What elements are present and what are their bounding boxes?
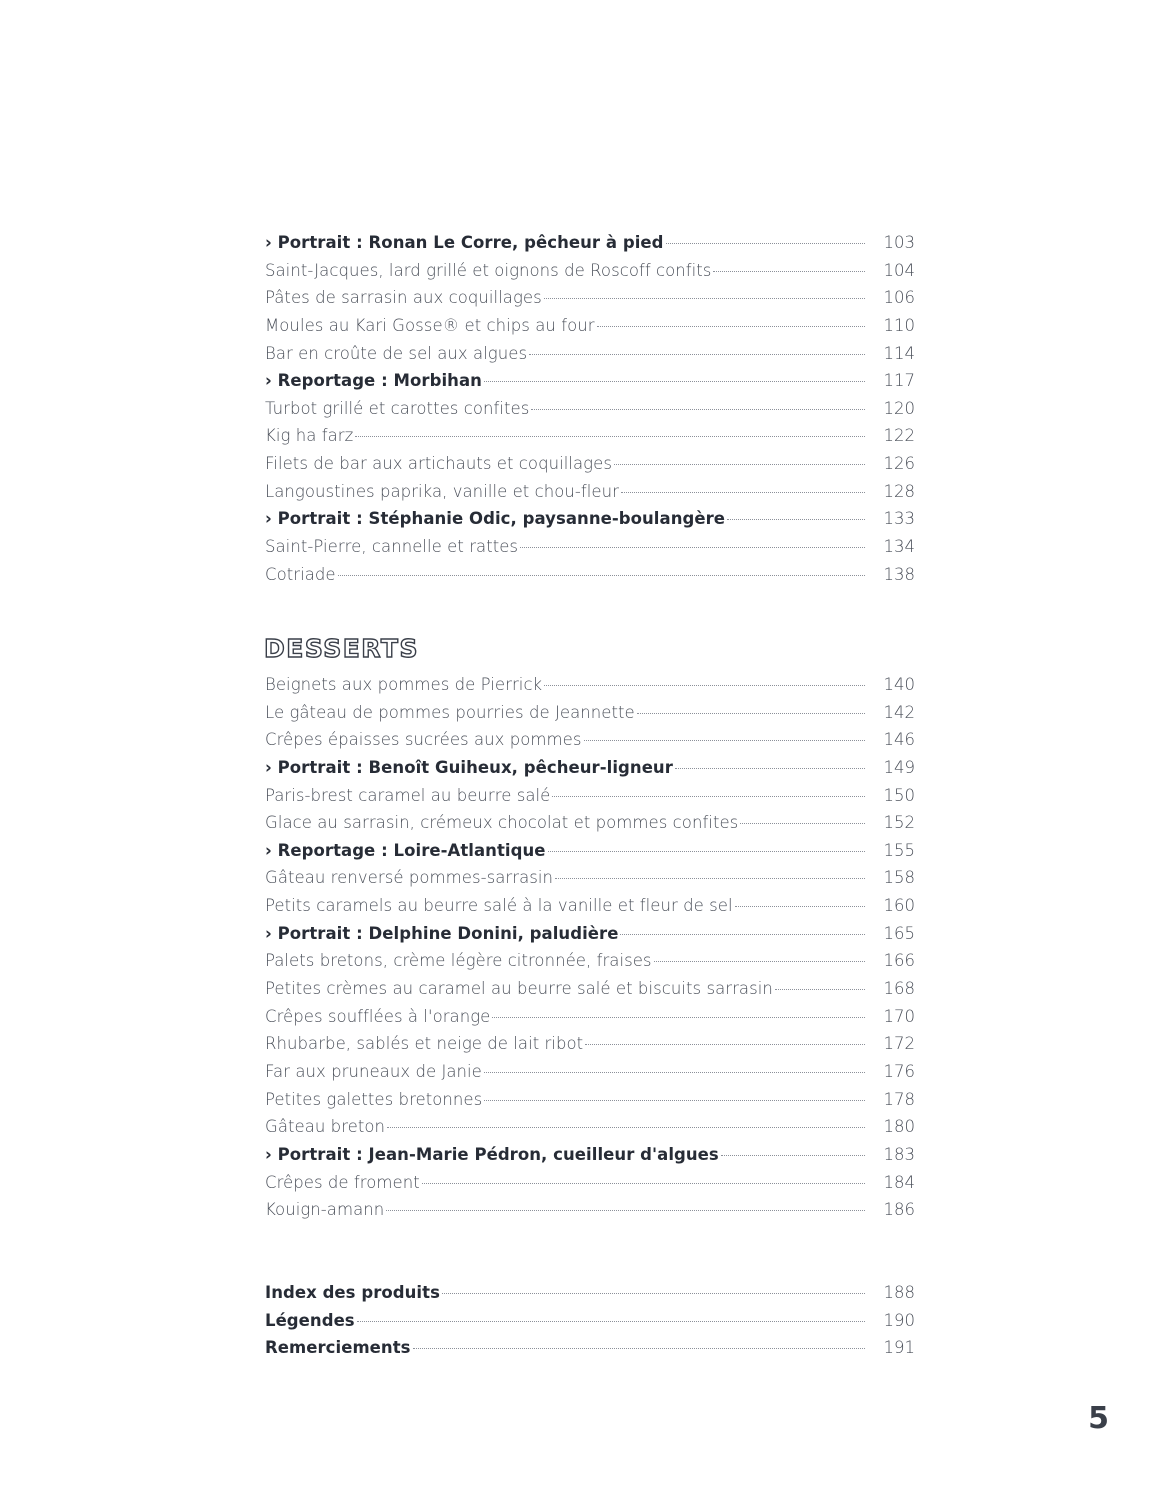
dot-leader [621,492,865,493]
dot-leader [357,1321,865,1322]
toc-entry[interactable] [265,257,915,285]
dot-leader [548,851,865,852]
toc-entry-page: 170 [883,1006,915,1026]
dot-leader [529,354,865,355]
page-number: 5 [1088,1401,1109,1436]
toc-entry-title: Remerciements [265,1338,411,1358]
toc-entry[interactable] [265,340,915,368]
dot-leader [620,934,865,935]
toc-entry-title: Glace au sarrasin, crémeux chocolat et pommes confites [265,813,739,833]
toc-entry-page: 120 [883,398,915,418]
toc-entry[interactable] [265,920,915,948]
toc-entry-page: 140 [883,675,915,694]
toc-entry[interactable] [265,367,915,395]
toc-entry[interactable] [265,837,915,865]
dot-leader [740,823,865,824]
toc-entry-page: 166 [883,951,915,971]
toc-entry-page: 188 [883,1283,915,1302]
toc-entry-page: 114 [883,343,915,363]
dot-leader [654,961,865,962]
dot-leader [727,519,865,520]
toc-entry-title: Gâteau renversé pommes-sarrasin [265,868,554,888]
toc-entry-page: 176 [883,1061,915,1081]
toc-entry[interactable] [265,754,915,782]
toc-entry-page: 172 [883,1034,915,1054]
toc-entry-page: 103 [883,233,915,252]
toc-entry-page: 133 [883,509,915,529]
toc-entry[interactable] [265,809,915,837]
toc-entry[interactable] [265,892,915,920]
toc-entry-page: 128 [883,481,915,501]
toc-entry-page: 190 [883,1310,915,1330]
toc-entry[interactable] [265,975,915,1003]
toc-entry-title: Langoustines paprika, vanille et chou-fleur [265,481,619,501]
dot-leader [713,271,865,272]
toc-entry-title: Palets bretons, crème légère citronnée, fraises [265,951,652,971]
section-heading-desserts: DESSERTS [264,634,419,663]
toc-entry-title: Paris-brest caramel au beurre salé [265,785,551,805]
toc-entry-title: › Portrait : Benoît Guiheux, pêcheur-ligneur [265,757,673,777]
toc-entry[interactable] [265,864,915,892]
toc-entry-title: Gâteau breton [265,1117,386,1137]
toc-entry-page: 158 [883,868,915,888]
dot-leader [355,436,865,437]
toc-entry[interactable] [265,422,915,450]
toc-entry-page: 178 [883,1089,915,1109]
toc-entry-page: 168 [883,979,915,999]
dot-leader [484,381,865,382]
dot-leader [442,1293,865,1294]
toc-entry-page: 138 [883,564,915,584]
toc-entry[interactable] [265,1030,915,1058]
toc-entry-title: Far aux pruneaux de Janie [265,1061,482,1081]
toc-entry[interactable] [265,1279,915,1307]
dot-leader [597,326,865,327]
toc-entry[interactable] [265,947,915,975]
toc-entry-page: 160 [883,896,915,916]
dot-leader [675,768,865,769]
toc-entry-title: Bar en croûte de sel aux algues [265,343,528,363]
toc-entry-page: 180 [883,1117,915,1137]
toc-entry-page: 191 [883,1338,915,1358]
dot-leader [614,464,865,465]
toc-entry[interactable] [265,782,915,810]
toc-entry-title: Petites crèmes au caramel au beurre salé et biscuits sarrasin [265,979,773,999]
dot-leader [484,1072,865,1073]
toc-entry-page: 149 [883,757,915,777]
toc-entry-title: Kouign-amann [265,1200,385,1220]
toc-entry-title: Kig ha farz [265,426,354,446]
toc-entry-page: 184 [883,1172,915,1192]
dot-leader [338,575,865,576]
toc-entry-page: 134 [883,537,915,557]
dot-leader [584,740,866,741]
toc-entry-page: 110 [883,315,915,335]
toc-entry[interactable] [265,1141,915,1169]
dot-leader [531,409,865,410]
toc-entry-title: Petits caramels au beurre salé à la vanille et fleur de sel [265,896,733,916]
toc-entry[interactable] [265,1169,915,1197]
dot-leader [555,878,865,879]
dot-leader [544,685,865,686]
toc-entry-title: › Reportage : Morbihan [265,371,482,391]
toc-entry[interactable] [265,671,915,699]
toc-entry-title: Crêpes de froment [265,1172,420,1192]
dot-leader [484,1100,865,1101]
dot-leader [552,796,865,797]
toc-entry-title: Cotriade [265,564,336,584]
toc-entry[interactable] [265,450,915,478]
toc-entry-page: 142 [883,702,915,722]
dot-leader [637,713,865,714]
toc-entry[interactable] [265,561,915,589]
toc-entry-title: Rhubarbe, sablés et neige de lait ribot [265,1034,584,1054]
toc-entry[interactable] [265,229,915,257]
toc-entry[interactable] [265,1334,915,1362]
toc-entry-page: 186 [883,1200,915,1220]
dot-leader [544,298,865,299]
toc-entry[interactable] [265,1196,915,1224]
dot-leader [422,1183,865,1184]
toc-entry-title: › Portrait : Ronan Le Corre, pêcheur à pied [265,233,664,252]
toc-entry-page: 183 [883,1144,915,1164]
toc-entry[interactable] [265,395,915,423]
toc-entry-page: 104 [883,260,915,280]
toc-entry-title: Le gâteau de pommes pourries de Jeannette [265,702,635,722]
toc-entry-title: Turbot grillé et carottes confites [265,398,530,418]
dot-leader [666,243,865,244]
toc-entry-page: 152 [883,813,915,833]
dot-leader [721,1155,865,1156]
toc-entry-title: Saint-Pierre, cannelle et rattes [265,537,519,557]
toc-entry-title: Filets de bar aux artichauts et coquillages [265,454,612,474]
toc-entry[interactable] [265,1307,915,1335]
toc-entry-page: 117 [883,371,915,391]
toc-entry[interactable] [265,1086,915,1114]
dot-leader [520,547,865,548]
toc-entry-page: 165 [883,923,915,943]
toc-entry-title: Index des produits [265,1283,440,1302]
toc-entry-title: Moules au Kari Gosse® et chips au four [265,315,595,335]
toc-entry[interactable] [265,726,915,754]
toc-entry[interactable] [265,699,915,727]
toc-entry-page: 155 [883,840,915,860]
toc-entry-page: 106 [883,288,915,308]
toc-entry-title: Petites galettes bretonnes [265,1089,483,1109]
toc-entry-page: 122 [883,426,915,446]
toc-entry-title: Beignets aux pommes de Pierrick [265,675,543,694]
toc-section-back-matter [265,1279,915,1362]
toc-entry[interactable] [265,533,915,561]
toc-entry-title: Saint-Jacques, lard grillé et oignons de Roscoff confits [265,260,712,280]
toc-entry[interactable] [265,284,915,312]
toc-entry-title: › Portrait : Delphine Donini, paludière [265,923,619,943]
toc-entry-page: 146 [883,730,915,750]
toc-entry[interactable] [265,505,915,533]
toc-entry[interactable] [265,312,915,340]
dot-leader [387,1127,865,1128]
dot-leader [775,989,865,990]
toc-entry[interactable] [265,1113,915,1141]
toc-entry-title: Pâtes de sarrasin aux coquillages [265,288,542,308]
toc-entry[interactable] [265,478,915,506]
toc-entry-title: Crêpes épaisses sucrées aux pommes [265,730,582,750]
dot-leader [735,906,865,907]
dot-leader [413,1348,865,1349]
toc-section-fish [265,229,915,588]
toc-entry-title: Légendes [265,1310,355,1330]
toc-entry-title: › Portrait : Stéphanie Odic, paysanne-boulangère [265,509,726,529]
toc-entry-title: Crêpes soufflées à l'orange [265,1006,491,1026]
toc-entry[interactable] [265,1058,915,1086]
toc-section-desserts [265,671,915,1224]
toc-entry-title: › Portrait : Jean-Marie Pédron, cueilleur d'algues [265,1144,719,1164]
dot-leader [386,1210,865,1211]
toc-entry[interactable] [265,1003,915,1031]
dot-leader [585,1044,865,1045]
toc-entry-title: › Reportage : Loire-Atlantique [265,840,546,860]
toc-entry-page: 126 [883,454,915,474]
toc-entry-page: 150 [883,785,915,805]
dot-leader [492,1017,865,1018]
